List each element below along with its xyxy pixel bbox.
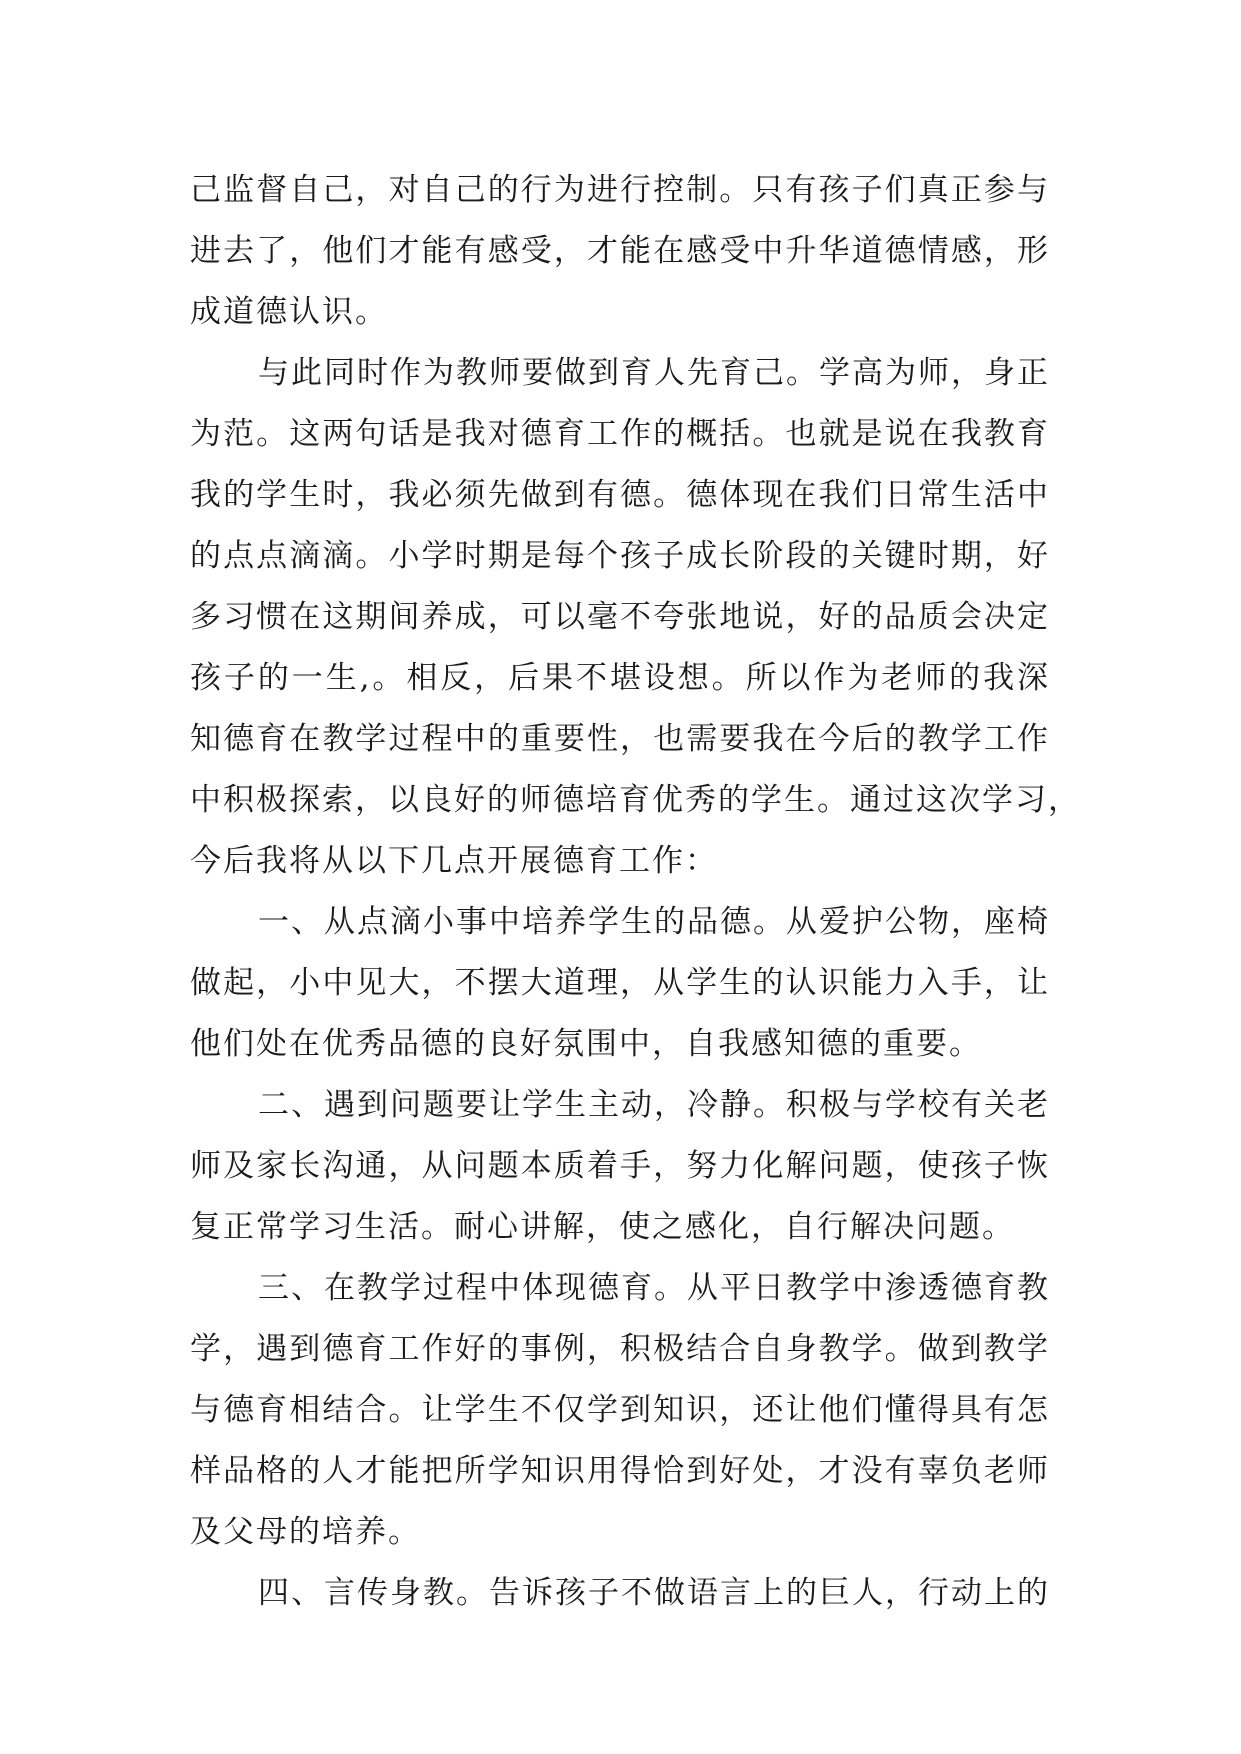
text-line: 他们处在优秀品德的良好氛围中，自我感知德的重要。 — [190, 1026, 982, 1062]
text-line: 做起，小中见大，不摆大道理，从学生的认识能力入手，让 — [190, 965, 1050, 1001]
text-line: 知德育在教学过程中的重要性，也需要我在今后的教学工作 — [190, 721, 1050, 757]
text-line: 今后我将从以下几点开展德育工作： — [190, 843, 718, 879]
text-line: 与德育相结合。让学生不仅学到知识，还让他们懂得具有怎 — [190, 1392, 1050, 1428]
text-line: 己监督自己，对自己的行为进行控制。只有孩子们真正参与 — [190, 172, 1050, 208]
text-line: 我的学生时，我必须先做到有德。德体现在我们日常生活中 — [190, 477, 1050, 513]
text-line: 及父母的培养。 — [190, 1514, 421, 1550]
paragraph-first-line: 四、言传身教。告诉孩子不做语言上的巨人，行动上的 — [258, 1575, 1050, 1611]
paragraph-first-line: 三、在教学过程中体现德育。从平日教学中渗透德育教 — [258, 1270, 1050, 1306]
text-line: 中积极探索，以良好的师德培育优秀的学生。通过这次学习， — [190, 782, 1081, 818]
paragraph-first-line: 一、从点滴小事中培养学生的品德。从爱护公物，座椅 — [258, 904, 1050, 940]
text-line: 为范。这两句话是我对德育工作的概括。也就是说在我教育 — [190, 416, 1050, 452]
text-line: 进去了，他们才能有感受，才能在感受中升华道德情感，形 — [190, 233, 1050, 269]
text-line: 样品格的人才能把所学知识用得恰到好处，才没有辜负老师 — [190, 1453, 1050, 1489]
body-text — [190, 160, 1081, 1624]
text-line: 成道德认识。 — [190, 294, 388, 330]
text-line: 学，遇到德育工作好的事例，积极结合自身教学。做到教学 — [190, 1331, 1050, 1367]
text-line: 师及家长沟通，从问题本质着手，努力化解问题，使孩子恢 — [190, 1148, 1050, 1184]
text-line: 的点点滴滴。小学时期是每个孩子成长阶段的关键时期，好 — [190, 538, 1050, 574]
text-line: 多习惯在这期间养成，可以毫不夸张地说，好的品质会决定 — [190, 599, 1050, 635]
paragraph-first-line: 与此同时作为教师要做到育人先育己。学高为师，身正 — [258, 355, 1050, 391]
text-line: 孩子的一生,。相反，后果不堪设想。所以作为老师的我深 — [190, 660, 1050, 696]
text-line: 复正常学习生活。耐心讲解，使之感化，自行解决问题。 — [190, 1209, 1015, 1245]
paragraph-first-line: 二、遇到问题要让学生主动，冷静。积极与学校有关老 — [258, 1087, 1050, 1123]
